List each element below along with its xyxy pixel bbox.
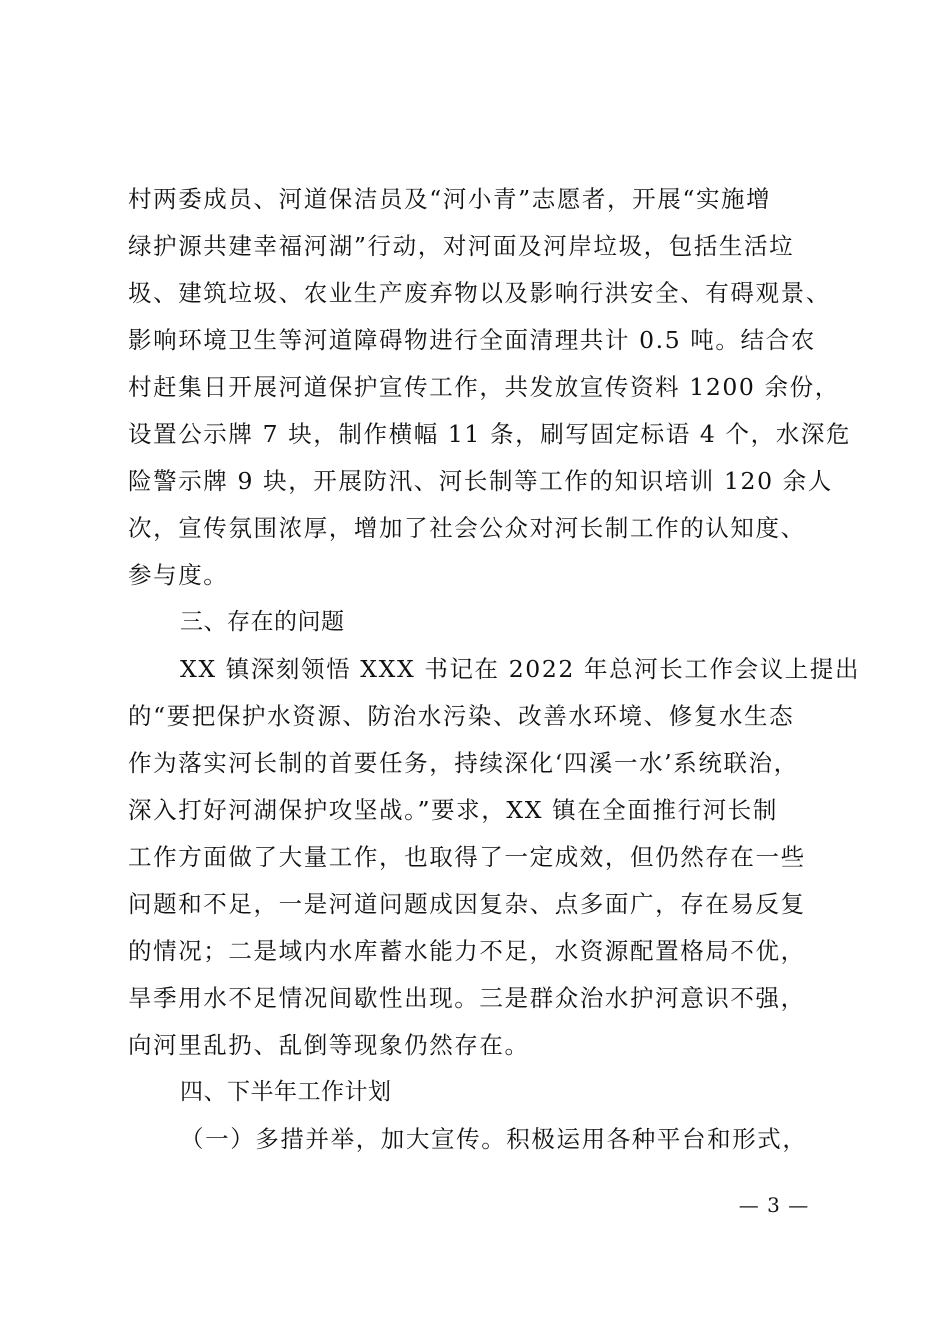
paragraph-line: （一）多措并举，加大宣传。积极运用各种平台和形式， [180, 1125, 808, 1153]
document-body [128, 176, 861, 1163]
paragraph-line: 险警示牌 9 块，开展防汛、河长制等工作的知识培训 120 余人 [128, 467, 833, 495]
paragraph-line: 村两委成员、河道保洁员及“河小青”志愿者，开展“实施增 [128, 185, 772, 213]
paragraph-line: 设置公示牌 7 块，制作横幅 11 条，刷写固定标语 4 个，水深危 [128, 420, 852, 448]
paragraph-line: 深入打好河湖保护攻坚战。”要求，XX 镇在全面推行河长制 [128, 796, 778, 824]
paragraph-line: 参与度。 [128, 561, 229, 589]
paragraph-line: 次，宣传氛围浓厚，增加了社会公众对河长制工作的认知度、 [128, 514, 806, 542]
paragraph-line: 工作方面做了大量工作，也取得了一定成效，但仍然存在一些 [128, 843, 806, 871]
paragraph-line: 问题和不足，一是河道问题成因复杂、点多面广，存在易反复 [128, 890, 806, 918]
paragraph-line: 圾、建筑垃圾、农业生产废弃物以及影响行洪安全、有碍观景、 [128, 279, 831, 307]
paragraph-line: 的情况；二是域内水库蓄水能力不足，水资源配置格局不优， [128, 937, 806, 965]
section-heading-problems: 三、存在的问题 [180, 609, 345, 635]
paragraph-line: 影响环境卫生等河道障碍物进行全面清理共计 0.5 吨。结合农 [128, 326, 816, 354]
paragraph-line: XX 镇深刻领悟 XXX 书记在 2022 年总河长工作会议上提出 [180, 655, 861, 683]
paragraph-line: 绿护源共建幸福河湖”行动，对河面及河岸垃圾，包括生活垃 [128, 232, 795, 260]
paragraph-line: 村赶集日开展河道保护宣传工作，共发放宣传资料 1200 余份， [128, 373, 840, 401]
paragraph-line: 的“要把保护水资源、防治水污染、改善水环境、修复水生态 [128, 702, 795, 730]
section-heading-plan: 四、下半年工作计划 [180, 1079, 392, 1105]
paragraph-line: 旱季用水不足情况间歇性出现。三是群众治水护河意识不强， [128, 984, 806, 1012]
paragraph-line: 向河里乱扔、乱倒等现象仍然存在。 [128, 1031, 530, 1059]
paragraph-line: 作为落实河长制的首要任务，持续深化‘四溪一水’系统联治， [128, 749, 799, 777]
page-number: — 3 — [738, 1193, 810, 1217]
